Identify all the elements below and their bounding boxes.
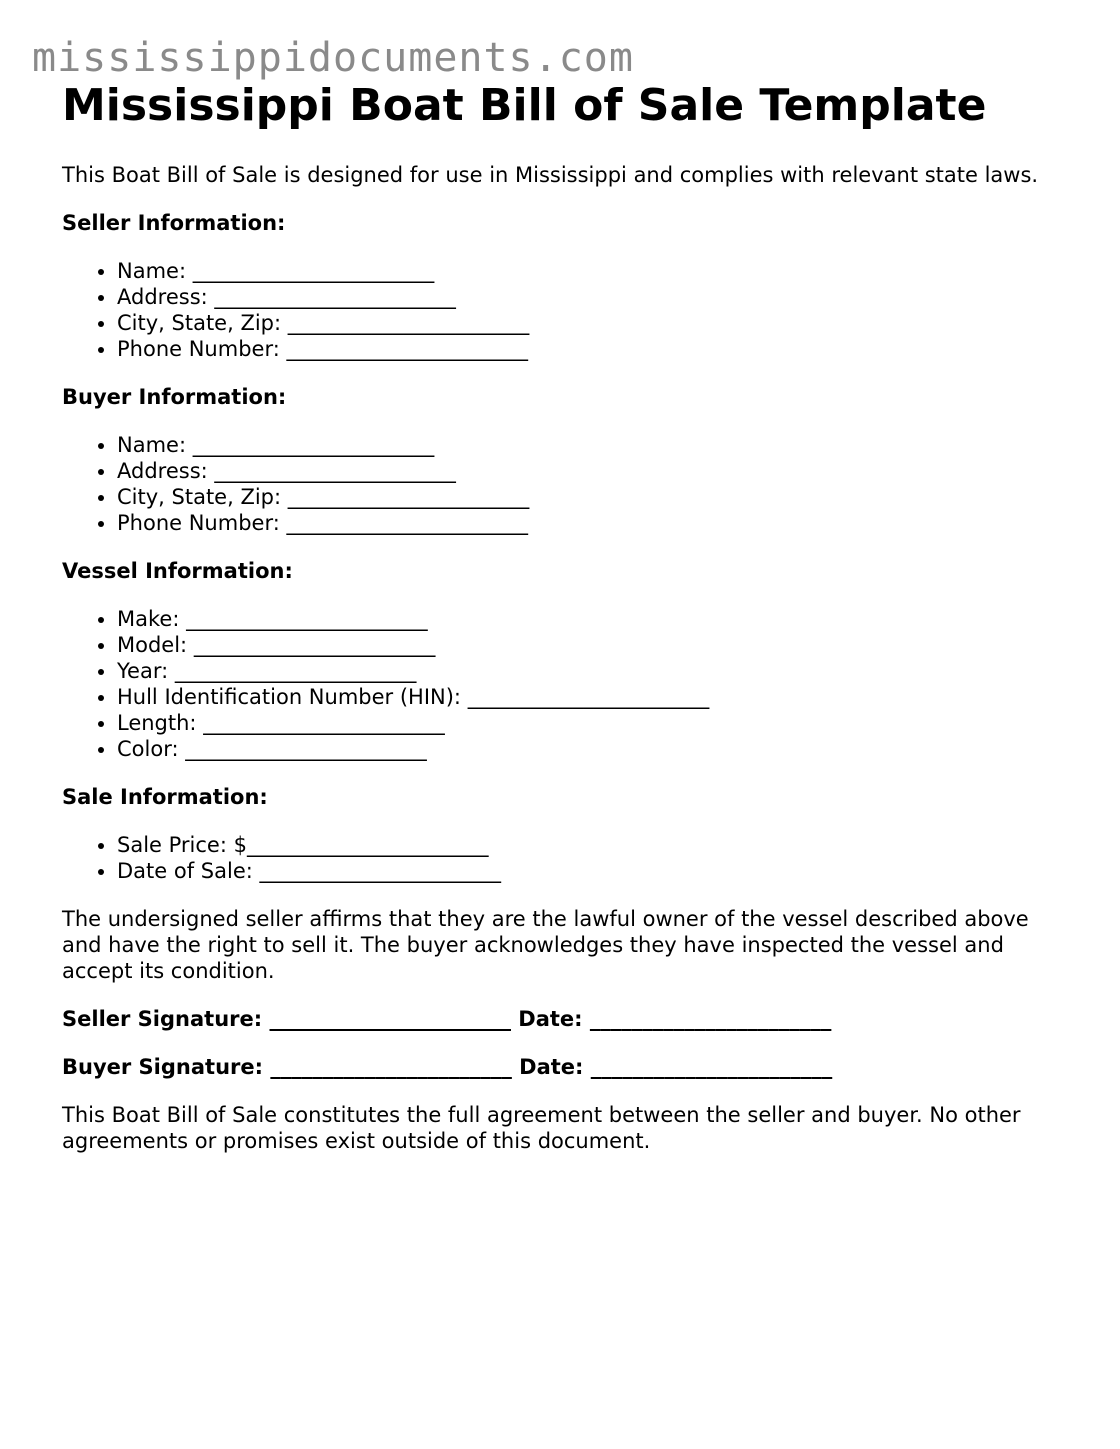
affirmation-paragraph: The undersigned seller affirms that they are the lawful owner of the vessel described above and have the right to sell it. The buyer acknowledges they have inspected the vessel and accept its condition. bbox=[62, 907, 1029, 983]
vessel-heading: Vessel Information: bbox=[62, 559, 293, 583]
buyer-address-field[interactable]: • Address: _______________________ bbox=[117, 458, 1072, 484]
vessel-length-field[interactable]: • Length: _______________________ bbox=[117, 710, 1072, 736]
seller-city-state-zip-field[interactable]: • City, State, Zip: _______________________ bbox=[117, 310, 1072, 336]
vessel-hin-field[interactable]: • Hull Identification Number (HIN): _______________________ bbox=[117, 684, 1072, 710]
seller-phone-field[interactable]: • Phone Number: _______________________ bbox=[117, 336, 1072, 362]
vessel-field-list bbox=[62, 606, 1072, 762]
vessel-color-field[interactable]: • Color: _______________________ bbox=[117, 736, 1072, 762]
buyer-heading: Buyer Information: bbox=[62, 385, 287, 409]
document-title: Mississippi Boat Bill of Sale Template bbox=[62, 80, 987, 131]
closing-paragraph: This Boat Bill of Sale constitutes the full agreement between the seller and buyer. No other agreements or promises exist outside of this document. bbox=[62, 1103, 1021, 1153]
intro-paragraph: This Boat Bill of Sale is designed for use in Mississippi and complies with relevant state laws. bbox=[62, 163, 1039, 187]
vessel-model-field[interactable]: • Model: _______________________ bbox=[117, 632, 1072, 658]
sale-heading: Sale Information: bbox=[62, 785, 268, 809]
sale-field-list bbox=[62, 832, 1072, 884]
buyer-signature-line[interactable]: Buyer Signature: _______________________ Date: _______________________ bbox=[62, 1055, 833, 1079]
seller-address-field[interactable]: • Address: _______________________ bbox=[117, 284, 1072, 310]
vessel-make-field[interactable]: • Make: _______________________ bbox=[117, 606, 1072, 632]
seller-signature-line[interactable]: Seller Signature: _______________________ Date: _______________________ bbox=[62, 1007, 832, 1031]
seller-heading: Seller Information: bbox=[62, 211, 286, 235]
seller-name-field[interactable]: • Name: _______________________ bbox=[117, 258, 1072, 284]
watermark-text: mississippidocuments.com bbox=[32, 35, 634, 81]
vessel-year-field[interactable]: • Year: _______________________ bbox=[117, 658, 1072, 684]
sale-date-field[interactable]: • Date of Sale: _______________________ bbox=[117, 858, 1072, 884]
buyer-phone-field[interactable]: • Phone Number: _______________________ bbox=[117, 510, 1072, 536]
buyer-name-field[interactable]: • Name: _______________________ bbox=[117, 432, 1072, 458]
sale-price-field[interactable]: • Sale Price: $_______________________ bbox=[117, 832, 1072, 858]
seller-field-list bbox=[62, 258, 1072, 362]
buyer-city-state-zip-field[interactable]: • City, State, Zip: _______________________ bbox=[117, 484, 1072, 510]
buyer-field-list bbox=[62, 432, 1072, 536]
document-page bbox=[62, 80, 1072, 1154]
